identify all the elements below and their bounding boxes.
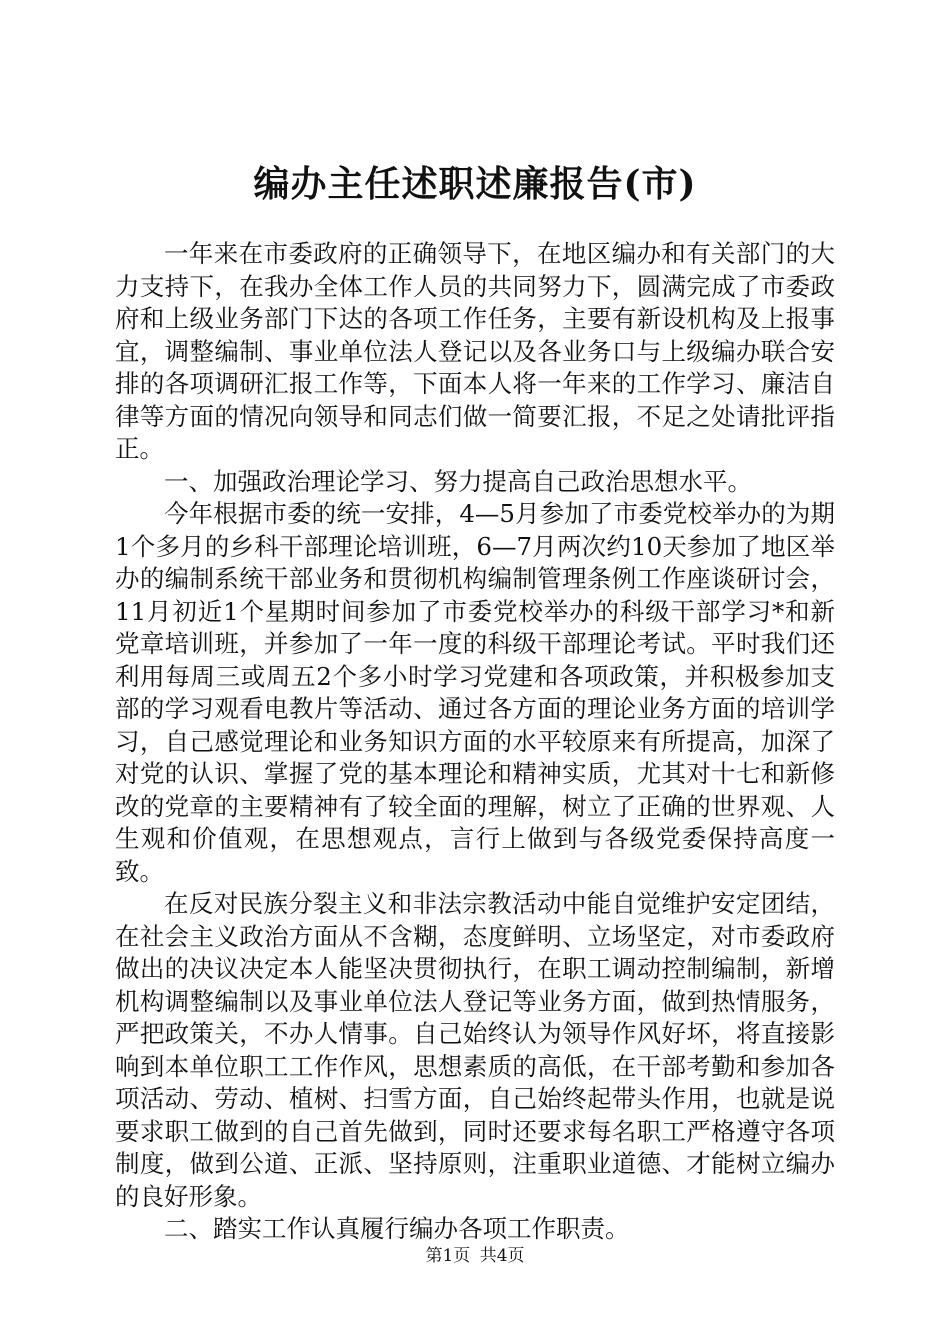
paragraph-stability: 在反对民族分裂主义和非法宗教活动中能自觉维护安定团结，在社会主义政治方面从不含糊，态度鲜明、立场坚定，对市委政府做出的决议决定本人能坚决贯彻执行，在职工调动控制编制，新增机构调整编制以及事业单位法人登记等业务方面，做到热情服务，严把政策关，不办人情事。自己始终认为领导作风好坏，将直接影响到本单位职工工作作风，思想素质的高低，在干部考勤和参加各项活动、劳动、植树、扫雪方面，自己始终起带头作用，也就是说要求职工做到的自己首先做到，同时还要求每名职工严格遵守各项制度，做到公道、正派、坚持原则，注重职业道德、才能树立编办的良好形象。 xyxy=(115,889,835,1211)
page-footer xyxy=(0,1244,950,1268)
page-number: 第1页 xyxy=(425,1246,471,1266)
document-body xyxy=(115,238,835,1246)
paragraph-intro: 一年来在市委政府的正确领导下，在地区编办和有关部门的大力支持下，在我办全体工作人员的共同努力下，圆满完成了市委政府和上级业务部门下达的各项工作任务，主要有新设机构及上报事宜，调整编制、事业单位法人登记以及各业务口与上级编办联合安排的各项调研汇报工作等，下面本人将一年来的工作学习、廉洁自律等方面的情况向领导和同志们做一简要汇报，不足之处请批评指正。 xyxy=(115,239,835,463)
paragraph-heading-1: 一、加强政治理论学习、努力提高自己政治思想水平。 xyxy=(164,466,752,496)
page-total: 共4页 xyxy=(479,1246,525,1266)
paragraph-heading-2: 二、踏实工作认真履行编办各项工作职责。 xyxy=(164,1214,630,1243)
document-title: 编办主任述职述廉报告(市) xyxy=(253,163,697,205)
paragraph-study: 今年根据市委的统一安排，4—5月参加了市委党校举办的为期1个多月的乡科干部理论培训班，6—7月两次约10天参加了地区举办的编制系统干部业务和贯彻机构编制管理条例工作座谈研讨会，11月初近1个星期时间参加了市委党校举办的科级干部学习*和新党章培训班，并参加了一年一度的科级干部理论考试。平时我们还利用每周三或周五2个多小时学习党建和各项政策，并积极参加支部的学习观看电教片等活动、通过各方面的理论业务方面的培训学习，自己感觉理论和业务知识方面的水平较原来有所提高，加深了对党的认识、掌握了党的基本理论和精神实质，尤其对十七和新修改的党章的主要精神有了较全面的理解，树立了正确的世界观、人生观和价值观，在思想观点，言行上做到与各级党委保持高度一致。 xyxy=(115,499,835,886)
